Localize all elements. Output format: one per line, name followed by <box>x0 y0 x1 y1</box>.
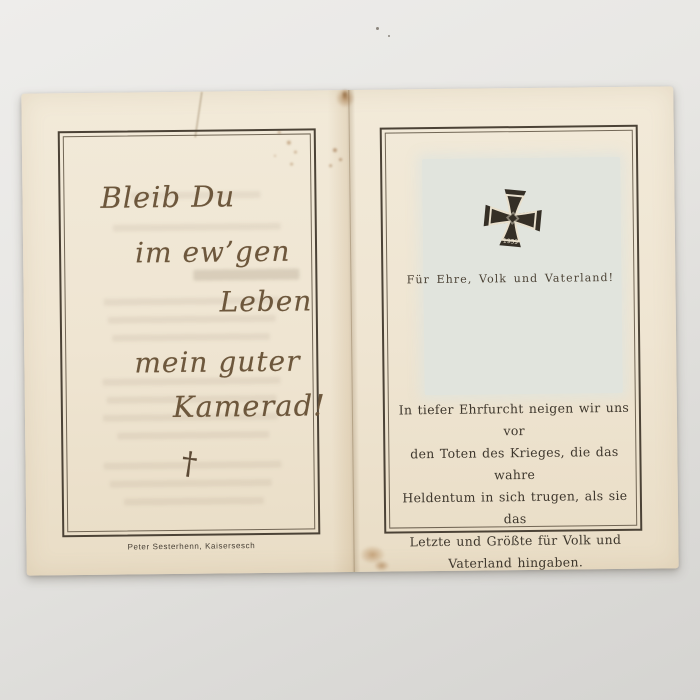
bleedthrough-text-ghost <box>103 413 278 422</box>
stain-speck <box>329 164 332 167</box>
memorial-cross-icon: † <box>179 444 201 483</box>
bleedthrough-text-ghost <box>103 461 281 470</box>
verse-line-3: Leben <box>219 284 313 319</box>
bleedthrough-text-ghost <box>108 315 276 324</box>
memorial-card <box>21 86 678 575</box>
memorial-line-1: In tiefer Ehrfurcht neigen wir uns vor <box>398 399 630 439</box>
verse-line-4: mein guter <box>134 344 301 380</box>
memorial-line-4: Letzte und Größte für Volk und <box>409 531 622 550</box>
bleedthrough-text-ghost <box>117 431 269 440</box>
verse-line-1: Bleib Du <box>100 179 236 215</box>
bleedthrough-text-ghost <box>130 191 260 199</box>
dust-speck <box>388 35 390 37</box>
memorial-line-5: Vaterland hingaben. <box>448 554 584 571</box>
bleedthrough-text-ghost <box>113 223 281 232</box>
stain-speck <box>333 148 337 152</box>
bleedthrough-text-ghost <box>112 333 270 342</box>
bleedthrough-text-ghost <box>107 395 277 404</box>
bleedthrough-text-ghost <box>104 297 280 306</box>
medal-year-label: 1939 <box>502 237 519 246</box>
stain-bottom-fold <box>371 558 393 574</box>
bleedthrough-text-ghost <box>103 377 281 386</box>
left-page-border-frame <box>58 128 327 537</box>
iron-cross-medal-icon <box>480 185 545 250</box>
bleedthrough-text-ghost <box>193 269 299 281</box>
dedication-line: Für Ehre, Volk und Vaterland! <box>406 271 615 287</box>
memorial-line-2: den Toten des Krieges, die das wahre <box>410 443 619 483</box>
printer-imprint: Peter Sesterhenn, Kaisersesch <box>127 541 256 552</box>
bleedthrough-text-ghost <box>124 497 264 506</box>
right-page-border-frame <box>380 125 643 571</box>
memorial-line-3: Heldentum in sich trugen, als sie das <box>402 487 628 527</box>
dust-speck <box>376 27 379 30</box>
stain-speck <box>339 158 342 161</box>
memorial-paragraph <box>394 397 636 576</box>
photo-panel <box>422 157 623 395</box>
stain-top-fold <box>340 88 349 101</box>
verse-line-2: im ew’gen <box>134 234 291 270</box>
verse-line-5: Kamerad! <box>172 388 327 425</box>
bleedthrough-text-ghost <box>110 479 272 488</box>
